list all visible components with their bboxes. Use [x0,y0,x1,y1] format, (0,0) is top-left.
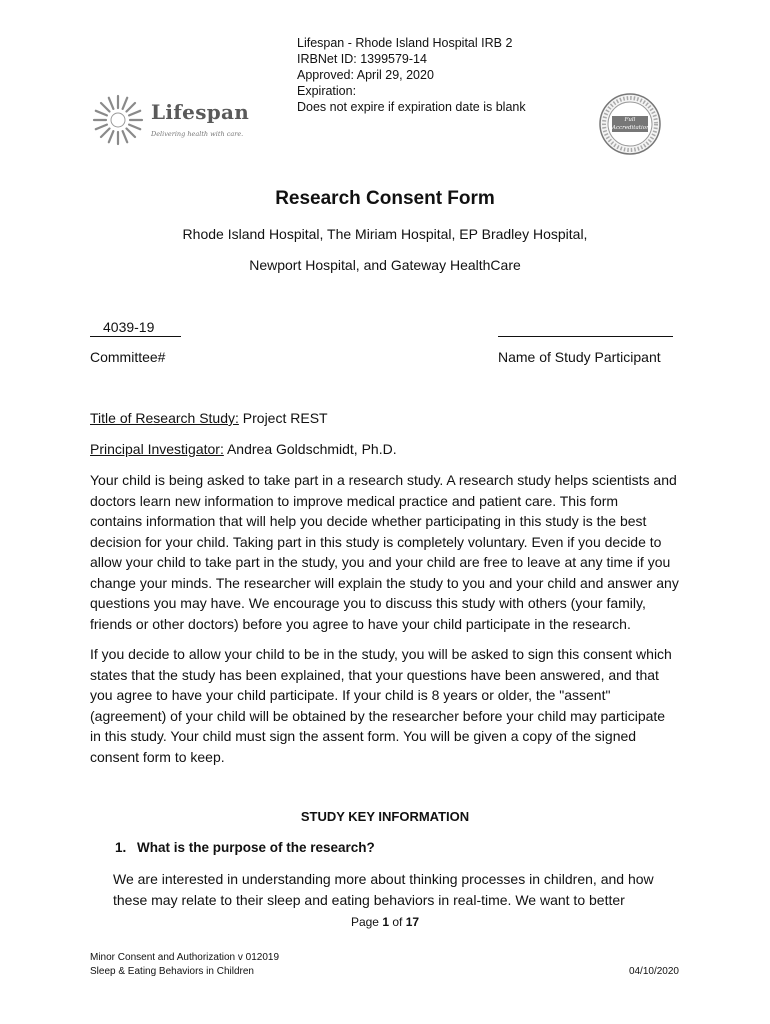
page-of: of [392,915,403,929]
footer-date: 04/10/2020 [628,966,679,977]
introduction-paragraph [90,470,690,634]
paragraph-line: you agree to have your child participate. If your child is 8 years or older, the "assent" [90,687,611,703]
paragraph-line: these may relate to their sleep and eating behaviors in real-time. We want to better [113,891,625,908]
committee-number-label: Committee# [90,349,166,365]
irb-line: Expiration: [297,84,357,98]
logo-tagline: Delivering health with care. [151,130,244,138]
principal-investigator-row [90,441,397,457]
accreditation-seal [598,92,662,156]
footer-left [90,951,279,979]
participant-name-label: Name of Study Participant [498,349,661,365]
committee-number-value: 4039-19 [103,319,155,335]
paragraph-line: doctors learn new information to improve medical practice and patient care. This form [90,492,619,509]
paragraph-line: friends or other doctors) before you agree to have your child participate in the research. [90,615,631,632]
study-title-value: Project REST [242,410,328,426]
principal-investigator-label: Principal Investigator: [90,441,224,457]
study-title-label: Title of Research Study: [90,410,239,426]
committee-number-line [90,336,181,337]
page-prefix: Page [350,915,379,929]
purpose-paragraph [113,869,693,910]
page-current: 1 [382,915,389,929]
footer-version: Minor Consent and Authorization v 012019 [90,952,280,963]
question-text: What is the purpose of the research? [137,840,375,855]
section-heading: STUDY KEY INFORMATION [300,809,470,824]
question-number: 1. [115,840,127,855]
logo-wordmark: Lifespan [151,100,250,124]
paragraph-line: If you decide to allow your child to be in the study, you will be asked to sign this consent which [90,646,672,662]
hospitals-line-1: Rhode Island Hospital, The Miriam Hospital, EP Bradley Hospital, [182,226,588,242]
principal-investigator-value: Andrea Goldschmidt, Ph.D. [226,441,397,457]
irb-approval-stamp [297,35,526,115]
participant-name-line[interactable] [498,336,673,337]
lifespan-logo [90,92,250,148]
footer-study-name: Sleep & Eating Behaviors in Children [90,966,254,977]
irb-line: Approved: April 29, 2020 [297,68,434,82]
page-total: 17 [405,915,420,929]
paragraph-line: states that the study has been explained, that your questions have been answered, and that [90,666,659,683]
hospitals-line-2: Newport Hospital, and Gateway HealthCare [249,257,521,273]
form-title: Research Consent Form [275,188,495,209]
paragraph-line: consent form to keep. [90,748,225,765]
sunburst-icon [90,92,146,148]
consent-signing-paragraph [90,644,690,767]
irb-line: Lifespan - Rhode Island Hospital IRB 2 [297,36,513,50]
paragraph-line: contains information that will help you decide whether participating in this study is the best [90,513,647,529]
paragraph-line: Your child is being asked to take part in a research study. A research study helps scientists and [90,472,677,488]
paragraph-line: We are interested in understanding more about thinking processes in children, and how [113,871,654,887]
irb-line: IRBNet ID: 1399579-14 [297,52,427,66]
seal-text: Full Accreditation [612,117,650,131]
study-title-row [90,410,328,426]
paragraph-line: decision for your child. Taking part in this study is completely voluntary. Even if you decide to [90,533,662,550]
question-heading [115,840,375,855]
paragraph-line: in this study. Your child must sign the assent form. You will be given a copy of the signed [90,728,637,744]
irb-line: Does not expire if expiration date is blank [297,100,526,114]
page-number [0,915,770,929]
paragraph-line: allow your child to take part in the study, you and your child are free to leave at any time if you [90,554,671,570]
paragraph-line: (agreement) of your child will be obtained by the researcher before your child may participate [90,707,666,724]
paragraph-line: questions you may have. We encourage you to discuss this study with others (your family, [90,595,646,611]
paragraph-line: change your minds. The researcher will explain the study to you and your child and answer any [90,574,679,591]
